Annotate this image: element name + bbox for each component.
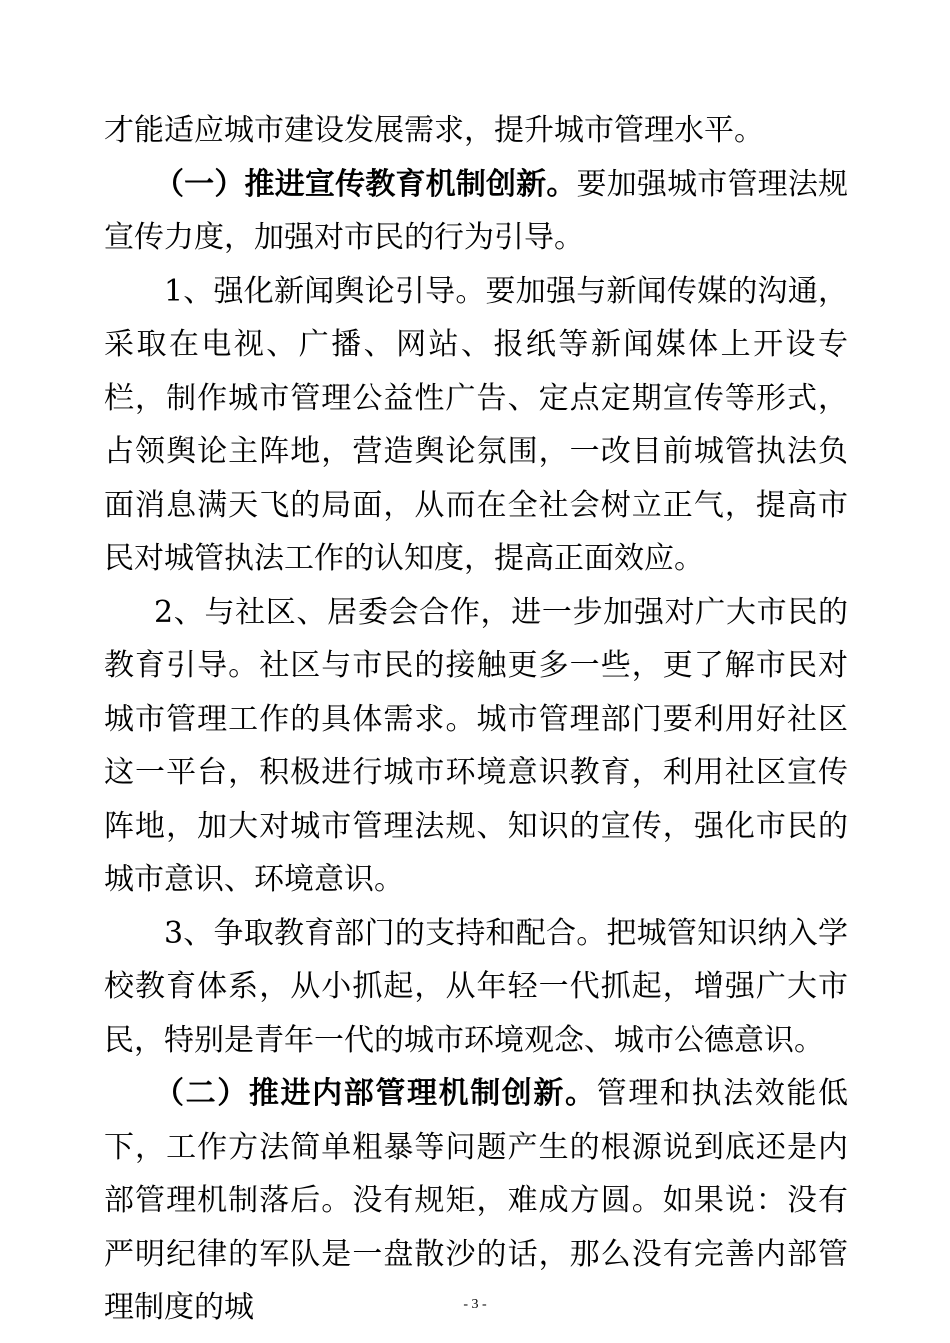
- paragraph-text: 管理和执法效能低下，工作方法简单粗暴等问题产生的根源说到底还是内部管理机制落后。没有规矩，难成方圆。如果说：没有严明纪律的军队是一盘散沙的话，那么没有完善内部管理制度的城: [104, 1076, 849, 1325]
- document-body: [104, 104, 848, 1335]
- paragraph-section-1: [104, 158, 848, 265]
- paragraph-text: 3、争取教育部门的支持和配合。把城管知识纳入学校教育体系，从小抓起，从年轻一代抓起，增强广大市民，特别是青年一代的城市环境观念、城市公德意识。: [104, 915, 848, 1058]
- paragraph-item-2: [104, 586, 848, 907]
- paragraph-text: 1、强化新闻舆论引导。要加强与新闻传媒的沟通，采取在电视、广播、网站、报纸等新闻媒体上开设专栏，制作城市管理公益性广告、定点定期宣传等形式，占领舆论主阵地，营造舆论氛围，一改目前城管执法负面消息满天飞的局面，从而在全社会树立正气，提高市民对城管执法工作的认知度，提高正面效应。: [104, 273, 848, 576]
- paragraph-section-2: [104, 1067, 848, 1335]
- paragraph-continuation: [104, 104, 848, 158]
- section-heading: （二）推进内部管理机制创新。: [154, 1076, 597, 1111]
- paragraph-text: 才能适应城市建设发展需求，提升城市管理水平。: [104, 113, 764, 148]
- paragraph-item-1: [104, 265, 848, 586]
- paragraph-item-3: [104, 907, 848, 1068]
- paragraph-text: 要加强城市管理法规宣传力度，加强对市民的行为引导。: [104, 166, 849, 255]
- page-number: - 3 -: [463, 1297, 487, 1312]
- paragraph-text: 2、与社区、居委会合作，进一步加强对广大市民的教育引导。社区与市民的接触更多一些，更了解市民对城市管理工作的具体需求。城市管理部门要利用好社区这一平台，积极进行城市环境意识教育，利用社区宣传阵地，加大对城市管理法规、知识的宣传，强化市民的城市意识、环境意识。: [104, 594, 848, 897]
- section-heading: （一）推进宣传教育机制创新。: [154, 166, 577, 202]
